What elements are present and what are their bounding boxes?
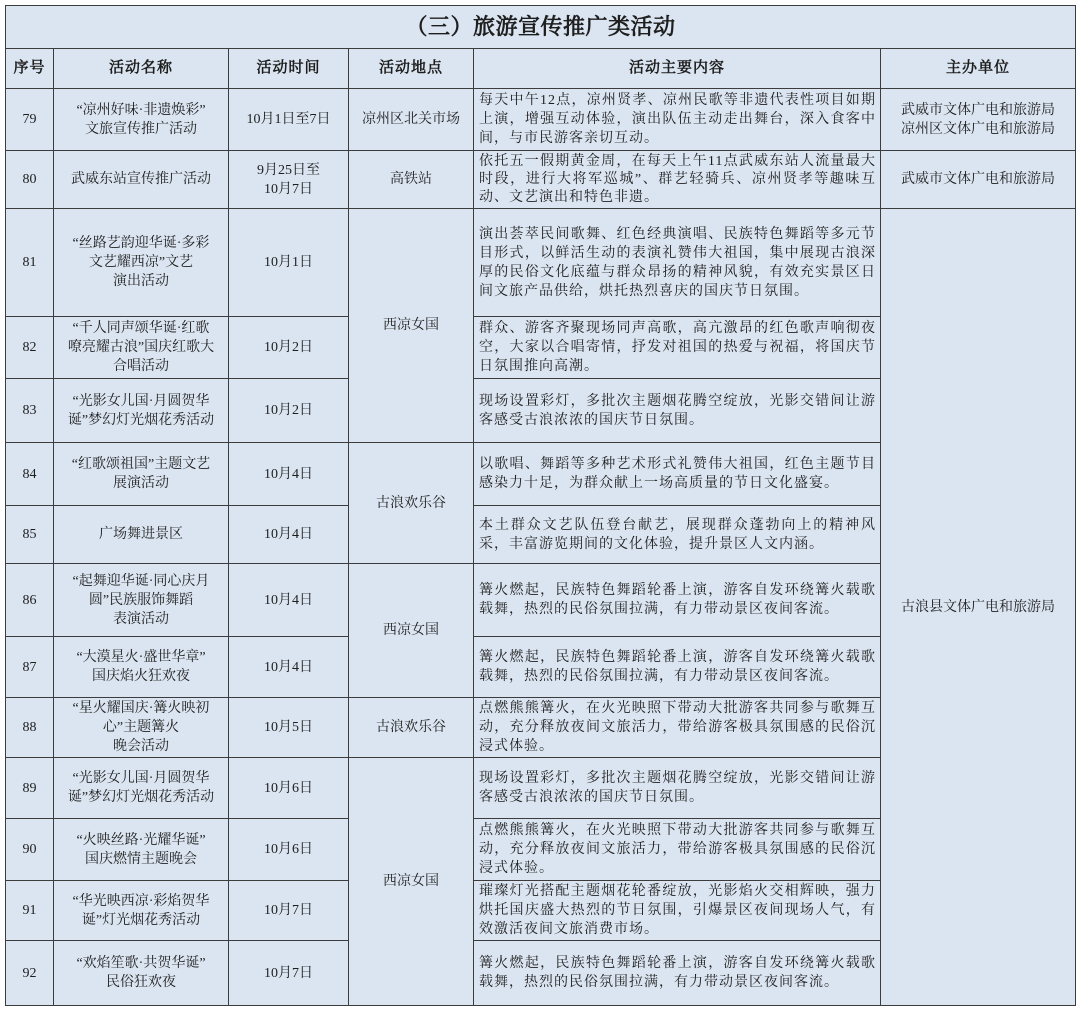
cell-main-content: 点燃熊熊篝火，在火光映照下带动大批游客共同参与歌舞互动，充分释放夜间文旅活力，带给游客极具氛围感的民俗沉浸式体验。 [474, 819, 881, 881]
cell-activity-time [229, 317, 349, 379]
cell-index: 79 [6, 89, 54, 151]
activity-name-line: 演出活动 [113, 274, 169, 289]
cell-activity-name [54, 637, 229, 698]
activity-time-line: 10月4日 [264, 527, 313, 542]
activity-time-line: 10月6日 [264, 780, 313, 796]
title-row [6, 6, 1076, 49]
cell-activity-name [54, 941, 229, 1006]
cell-activity-time [229, 379, 349, 443]
cell-main-content: 篝火燃起，民族特色舞蹈轮番上演，游客自发环绕篝火载歌载舞，热烈的民俗氛围拉满，有力带动景区夜间客流。 [474, 564, 881, 637]
activity-time-line: 10月4日 [264, 659, 313, 675]
header-activity-time: 活动时间 [229, 49, 349, 89]
organizer-line: 古浪县文体广电和旅游局 [901, 599, 1056, 615]
activity-name-line: “大漠星火·盛世华章” [76, 650, 206, 665]
cell-main-content: 篝火燃起，民族特色舞蹈轮番上演，游客自发环绕篝火载歌载舞，热烈的民俗氛围拉满，有力带动景区夜间客流。 [474, 637, 881, 698]
activity-name-line: “光影女儿国·月圆贺华 [72, 393, 210, 409]
table-row [6, 151, 1076, 209]
activity-time-line: 10月4日 [264, 592, 313, 608]
cell-activity-name [54, 819, 229, 881]
table-row [6, 209, 1076, 317]
cell-index: 88 [6, 698, 54, 758]
activity-name-line: “凉州好味·非遗焕彩” [76, 102, 206, 118]
activity-name-line: “星火耀国庆·篝火映初 [72, 701, 210, 716]
cell-main-content: 演出荟萃民间歌舞、红色经典演唱、民族特色舞蹈等多元节目形式，以鲜活生动的表演礼赞伟大祖国，集中展现古浪深厚的民俗文化底蕴与群众昂扬的精神风貌，有效充实景区日间文旅产品供给，烘托热烈喜庆的国庆节日氛围。 [474, 209, 881, 317]
activity-name-line: “千人同声颂华诞·红歌 [72, 321, 210, 336]
activity-time-line: 10月5日 [264, 720, 313, 735]
header-index: 序号 [6, 49, 54, 89]
activity-name-line: “火映丝路·光耀华诞” [76, 832, 206, 848]
cell-main-content: 现场设置彩灯，多批次主题烟花腾空绽放，光影交错间让游客感受古浪浓浓的国庆节日氛围。 [474, 758, 881, 819]
header-organizer: 主办单位 [881, 49, 1076, 89]
activity-name-line: “丝路艺韵迎华诞·多彩 [72, 236, 210, 251]
cell-organizer [881, 89, 1076, 151]
cell-activity-time [229, 564, 349, 637]
activity-name-line: 国庆焰火狂欢夜 [92, 669, 190, 684]
activity-time-line: 10月7日 [264, 181, 313, 197]
activity-time-line: 10月1日至7日 [246, 112, 331, 127]
cell-activity-name [54, 758, 229, 819]
activity-time-line: 10月1日 [264, 255, 313, 270]
activity-name-line: 表演活动 [113, 611, 169, 627]
cell-activity-name [54, 506, 229, 564]
cell-index: 83 [6, 379, 54, 443]
activity-name-line: 嘹亮耀古浪”国庆红歌大 [67, 340, 215, 355]
header-main-content: 活动主要内容 [474, 49, 881, 89]
activity-table-sheet [5, 5, 1075, 1006]
cell-location-merged: 西凉女国 [349, 564, 474, 698]
cell-organizer [881, 151, 1076, 209]
activity-name-line: 诞”梦幻灯光烟花秀活动 [67, 412, 215, 428]
cell-activity-name [54, 564, 229, 637]
cell-activity-name [54, 698, 229, 758]
activity-name-line: 广场舞进景区 [99, 527, 183, 542]
activity-time-line: 10月7日 [264, 903, 313, 918]
activity-name-line: 诞”灯光烟花秀活动 [81, 912, 201, 928]
organizer-line: 武威市文体广电和旅游局 [901, 102, 1056, 118]
cell-index: 82 [6, 317, 54, 379]
cell-activity-time [229, 443, 349, 506]
cell-activity-time [229, 698, 349, 758]
cell-index: 91 [6, 881, 54, 941]
cell-location-merged: 西凉女国 [349, 758, 474, 1006]
activity-name-line: 文旅宣传推广活动 [85, 121, 197, 137]
cell-index: 90 [6, 819, 54, 881]
cell-activity-name [54, 209, 229, 317]
activity-name-line: 展演活动 [113, 476, 169, 491]
activity-name-line: “欢焰笙歌·共贺华诞” [76, 956, 206, 971]
cell-index: 92 [6, 941, 54, 1006]
cell-activity-time [229, 151, 349, 209]
header-activity-name: 活动名称 [54, 49, 229, 89]
activity-time-line: 10月2日 [264, 340, 313, 355]
activity-name-line: “起舞迎华诞·同心庆月 [72, 573, 210, 589]
cell-activity-name [54, 379, 229, 443]
activity-name-line: “光影女儿国·月圆贺华 [72, 771, 210, 786]
header-row [6, 49, 1076, 89]
cell-location: 高铁站 [349, 151, 474, 209]
cell-main-content: 篝火燃起，民族特色舞蹈轮番上演，游客自发环绕篝火载歌载舞，热烈的民俗氛围拉满，有力带动景区夜间客流。 [474, 941, 881, 1006]
cell-main-content: 以歌唱、舞蹈等多种艺术形式礼赞伟大祖国，红色主题节目感染力十足，为群众献上一场高质量的节日文化盛宴。 [474, 443, 881, 506]
activity-name-line: “红歌颂祖国”主题文艺 [71, 457, 211, 472]
activity-name-line: “华光映西凉·彩焰贺华 [72, 893, 210, 909]
activity-name-line: 武威东站宣传推广活动 [71, 172, 211, 187]
organizer-line: 武威市文体广电和旅游局 [901, 172, 1056, 187]
activity-name-line: 晚会活动 [113, 739, 169, 754]
cell-main-content: 本土群众文艺队伍登台献艺，展现群众蓬勃向上的精神风采，丰富游览期间的文化体验，提升景区人文内涵。 [474, 506, 881, 564]
cell-activity-time [229, 89, 349, 151]
cell-index: 81 [6, 209, 54, 317]
cell-activity-name [54, 317, 229, 379]
cell-activity-time [229, 506, 349, 564]
cell-index: 80 [6, 151, 54, 209]
cell-activity-name [54, 443, 229, 506]
cell-location-merged: 古浪欢乐谷 [349, 443, 474, 564]
activity-time-line: 10月6日 [264, 842, 313, 857]
cell-location: 凉州区北关市场 [349, 89, 474, 151]
cell-index: 84 [6, 443, 54, 506]
cell-activity-name [54, 151, 229, 209]
cell-location-merged: 西凉女国 [349, 209, 474, 443]
cell-activity-time [229, 941, 349, 1006]
cell-activity-name [54, 881, 229, 941]
cell-main-content: 每天中午12点，凉州贤孝、凉州民歌等非遗代表性项目如期上演，增强互动体验，演出队伍主动走出舞台，深入食客中间，与市民游客亲切互动。 [474, 89, 881, 151]
organizer-line: 凉州区文体广电和旅游局 [901, 121, 1056, 137]
cell-index: 86 [6, 564, 54, 637]
activity-table [5, 5, 1076, 1006]
cell-activity-time [229, 758, 349, 819]
cell-main-content: 依托五一假期黄金周，在每天上午11点武威东站人流量最大时段，进行大将军巡城”、群艺轻骑兵、凉州贤孝等趣味互动、文艺演出和特色非遗。 [474, 151, 881, 209]
cell-activity-time [229, 881, 349, 941]
cell-index: 85 [6, 506, 54, 564]
cell-main-content: 现场设置彩灯，多批次主题烟花腾空绽放，光影交错间让游客感受古浪浓浓的国庆节日氛围。 [474, 379, 881, 443]
table-title: （三）旅游宣传推广类活动 [6, 6, 1076, 49]
cell-index: 89 [6, 758, 54, 819]
activity-time-line: 10月7日 [264, 965, 313, 981]
cell-activity-time [229, 209, 349, 317]
cell-location: 古浪欢乐谷 [349, 698, 474, 758]
activity-name-line: 国庆燃情主题晚会 [85, 851, 197, 867]
cell-organizer-merged [881, 209, 1076, 1006]
activity-name-line: 文艺耀西凉”文艺 [88, 255, 194, 270]
activity-time-line: 10月4日 [264, 466, 313, 482]
cell-main-content: 点燃熊熊篝火，在火光映照下带动大批游客共同参与歌舞互动，充分释放夜间文旅活力，带给游客极具氛围感的民俗沉浸式体验。 [474, 698, 881, 758]
cell-main-content: 群众、游客齐聚现场同声高歌，高亢激昂的红色歌声响彻夜空，大家以合唱寄情，抒发对祖国的热爱与祝福，将国庆节日氛围推向高潮。 [474, 317, 881, 379]
cell-activity-time [229, 637, 349, 698]
activity-name-line: 诞”梦幻灯光烟花秀活动 [67, 790, 215, 805]
activity-time-line: 9月25日至 [257, 162, 320, 178]
activity-name-line: 合唱活动 [113, 359, 169, 374]
activity-name-line: 民俗狂欢夜 [106, 975, 176, 990]
cell-activity-time [229, 819, 349, 881]
activity-name-line: 心”主题篝火 [102, 720, 180, 735]
header-location: 活动地点 [349, 49, 474, 89]
cell-index: 87 [6, 637, 54, 698]
table-row [6, 89, 1076, 151]
cell-activity-name [54, 89, 229, 151]
activity-name-line: 圆”民族服饰舞蹈 [88, 592, 194, 608]
activity-time-line: 10月2日 [264, 403, 313, 418]
cell-main-content: 璀璨灯光搭配主题烟花轮番绽放，光影焰火交相辉映，强力烘托国庆盛大热烈的节日氛围，引爆景区夜间现场人气，有效激活夜间文旅消费市场。 [474, 881, 881, 941]
